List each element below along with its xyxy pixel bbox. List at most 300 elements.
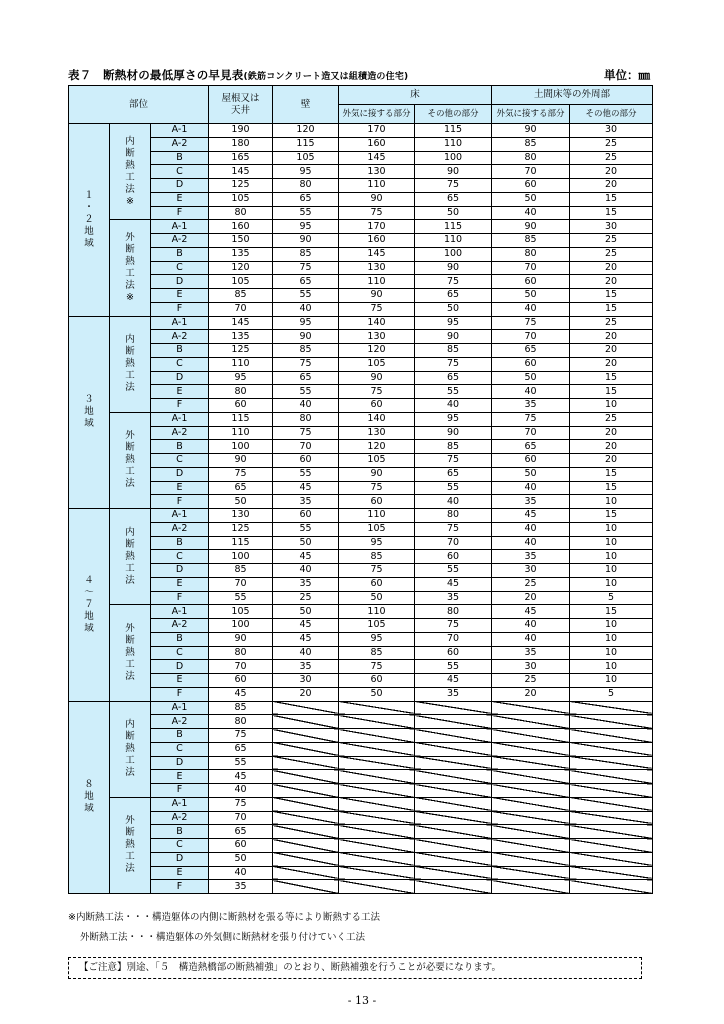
thickness-value: 75	[415, 357, 492, 371]
thickness-value: 65	[209, 825, 273, 839]
insulation-class: A-1	[151, 509, 209, 523]
note-outer-method: 外断熱工法・・・構造躯体の外気側に断熱材を張り付けていく工法	[80, 932, 366, 943]
insulation-class: A-1	[151, 797, 209, 811]
not-applicable-cell	[273, 729, 339, 743]
method-label	[110, 509, 151, 605]
method-label-char: 熱	[125, 454, 135, 466]
not-applicable-cell	[273, 770, 339, 784]
not-applicable-cell	[492, 852, 570, 866]
table-row	[69, 220, 653, 234]
thickness-value: 110	[209, 357, 273, 371]
not-applicable-cell	[570, 811, 653, 825]
thickness-value: 160	[339, 137, 415, 151]
insulation-class: B	[151, 247, 209, 261]
thickness-value: 15	[570, 289, 653, 303]
thickness-value: 20	[570, 454, 653, 468]
region-label-char: ・	[84, 201, 94, 213]
thickness-value: 140	[339, 316, 415, 330]
thickness-value: 40	[492, 619, 570, 633]
insulation-class: C	[151, 839, 209, 853]
thickness-value: 65	[415, 192, 492, 206]
region-label-char: ～	[84, 586, 94, 598]
thickness-value: 25	[273, 591, 339, 605]
thickness-value: 85	[209, 564, 273, 578]
method-label-char: 法	[125, 767, 135, 779]
thickness-value: 40	[492, 206, 570, 220]
thickness-value: 90	[339, 467, 415, 481]
insulation-class: A-2	[151, 234, 209, 248]
thickness-value: 105	[339, 357, 415, 371]
thickness-value: 80	[273, 179, 339, 193]
thickness-value: 20	[570, 344, 653, 358]
thickness-value: 15	[570, 605, 653, 619]
thickness-value: 30	[570, 220, 653, 234]
thickness-value: 25	[492, 674, 570, 688]
thickness-value: 20	[570, 165, 653, 179]
thickness-value: 80	[492, 247, 570, 261]
thickness-value: 70	[415, 536, 492, 550]
method-label	[110, 316, 151, 412]
thickness-value: 60	[492, 454, 570, 468]
not-applicable-cell	[570, 742, 653, 756]
thickness-value: 45	[415, 577, 492, 591]
table-row	[69, 509, 653, 523]
table-row	[69, 454, 653, 468]
thickness-value: 20	[492, 687, 570, 701]
method-label-char: 法	[125, 574, 135, 586]
thickness-value: 120	[209, 261, 273, 275]
thickness-value: 120	[339, 440, 415, 454]
thickness-value: 70	[273, 440, 339, 454]
region-label-char: 地	[84, 791, 94, 803]
thickness-value: 25	[570, 137, 653, 151]
thickness-value: 15	[570, 371, 653, 385]
thickness-value: 15	[570, 206, 653, 220]
table-row	[69, 357, 653, 371]
insulation-class: B	[151, 729, 209, 743]
table-row	[69, 577, 653, 591]
thickness-value: 10	[570, 674, 653, 688]
thickness-value: 50	[415, 206, 492, 220]
insulation-class: A-2	[151, 330, 209, 344]
thickness-value: 20	[492, 591, 570, 605]
method-label-char: 熱	[125, 550, 135, 562]
thickness-value: 110	[339, 509, 415, 523]
not-applicable-cell	[492, 880, 570, 894]
region-label-char: 域	[84, 418, 94, 430]
region-label-char: 地	[84, 610, 94, 622]
thickness-value: 90	[415, 261, 492, 275]
thickness-value: 120	[273, 124, 339, 138]
table-row	[69, 151, 653, 165]
table-row	[69, 426, 653, 440]
method-label-char: 法	[125, 382, 135, 394]
thickness-value: 10	[570, 660, 653, 674]
insulation-class: B	[151, 825, 209, 839]
not-applicable-cell	[415, 839, 492, 853]
thickness-value: 35	[492, 399, 570, 413]
not-applicable-cell	[570, 784, 653, 798]
thickness-value: 145	[339, 151, 415, 165]
thickness-value: 40	[273, 646, 339, 660]
method-label-char: 断	[125, 243, 135, 255]
table-row	[69, 385, 653, 399]
header-earth-other: その他の部分	[570, 105, 653, 124]
thickness-value: 85	[209, 289, 273, 303]
thickness-value: 55	[415, 481, 492, 495]
method-label-char: 工	[125, 267, 135, 279]
thickness-value: 85	[492, 137, 570, 151]
thickness-value: 15	[570, 385, 653, 399]
not-applicable-cell	[492, 784, 570, 798]
not-applicable-cell	[492, 715, 570, 729]
thickness-value: 115	[209, 536, 273, 550]
thickness-value: 25	[570, 247, 653, 261]
insulation-class: D	[151, 275, 209, 289]
thickness-value: 80	[415, 605, 492, 619]
insulation-class: D	[151, 660, 209, 674]
method-label-char: 断	[125, 634, 135, 646]
not-applicable-cell	[273, 715, 339, 729]
thickness-value: 110	[339, 179, 415, 193]
not-applicable-cell	[415, 742, 492, 756]
not-applicable-cell	[273, 839, 339, 853]
thickness-value: 35	[492, 495, 570, 509]
thickness-value: 90	[415, 330, 492, 344]
thickness-value: 105	[209, 275, 273, 289]
method-label-char: 内	[125, 719, 135, 731]
thickness-value: 20	[570, 440, 653, 454]
insulation-class: B	[151, 440, 209, 454]
thickness-value: 35	[492, 550, 570, 564]
thickness-value: 60	[273, 509, 339, 523]
thickness-value: 130	[209, 509, 273, 523]
thickness-value: 35	[273, 577, 339, 591]
not-applicable-cell	[339, 825, 415, 839]
header-roof-line1: 屋根又は	[221, 92, 260, 104]
table-row	[69, 289, 653, 303]
method-label-char: ※	[126, 291, 134, 303]
thickness-value: 45	[273, 550, 339, 564]
thickness-value: 75	[273, 426, 339, 440]
thickness-value: 80	[273, 412, 339, 426]
not-applicable-cell	[492, 756, 570, 770]
thickness-value: 110	[415, 137, 492, 151]
thickness-value: 15	[570, 509, 653, 523]
table-row	[69, 481, 653, 495]
thickness-value: 75	[415, 454, 492, 468]
region-label	[69, 509, 110, 702]
not-applicable-cell	[339, 852, 415, 866]
thickness-value: 10	[570, 550, 653, 564]
thickness-value: 40	[415, 399, 492, 413]
insulation-class: C	[151, 357, 209, 371]
thickness-value: 85	[339, 550, 415, 564]
thickness-value: 90	[273, 234, 339, 248]
thickness-value: 65	[415, 289, 492, 303]
thickness-value: 45	[273, 481, 339, 495]
thickness-value: 75	[415, 275, 492, 289]
insulation-class: F	[151, 495, 209, 509]
table-row	[69, 206, 653, 220]
thickness-value: 35	[273, 660, 339, 674]
thickness-value: 85	[209, 701, 273, 715]
thickness-value: 50	[273, 536, 339, 550]
thickness-value: 80	[209, 715, 273, 729]
insulation-class: E	[151, 866, 209, 880]
insulation-class: D	[151, 756, 209, 770]
thickness-value: 20	[570, 275, 653, 289]
insulation-class: F	[151, 784, 209, 798]
table-row	[69, 550, 653, 564]
region-label-char: ３	[84, 394, 94, 406]
method-label-char: 断	[125, 147, 135, 159]
thickness-value: 115	[209, 412, 273, 426]
insulation-class: A-1	[151, 124, 209, 138]
thickness-value: 65	[209, 742, 273, 756]
thickness-value: 45	[273, 619, 339, 633]
thickness-value: 40	[492, 536, 570, 550]
thickness-value: 100	[209, 619, 273, 633]
table-row	[69, 165, 653, 179]
thickness-value: 75	[339, 660, 415, 674]
table-row	[69, 729, 653, 743]
thickness-value: 40	[415, 495, 492, 509]
thickness-value: 110	[415, 234, 492, 248]
table-row	[69, 261, 653, 275]
caution-box: 【ご注意】別途、「５ 構造熱橋部の断熱補強」のとおり、断熱補強を行うことが必要になります。	[68, 957, 642, 979]
not-applicable-cell	[415, 715, 492, 729]
thickness-value: 75	[209, 729, 273, 743]
thickness-value: 75	[273, 261, 339, 275]
thickness-value: 20	[570, 426, 653, 440]
thickness-value: 85	[415, 440, 492, 454]
table-row	[69, 536, 653, 550]
thickness-value: 100	[209, 440, 273, 454]
method-label-char: 外	[125, 622, 135, 634]
insulation-class: A-1	[151, 220, 209, 234]
method-label-char: 熱	[125, 255, 135, 267]
thickness-value: 85	[415, 344, 492, 358]
thickness-value: 25	[570, 316, 653, 330]
thickness-value: 60	[492, 275, 570, 289]
thickness-value: 95	[273, 316, 339, 330]
table-row	[69, 192, 653, 206]
not-applicable-cell	[415, 729, 492, 743]
not-applicable-cell	[339, 715, 415, 729]
not-applicable-cell	[339, 866, 415, 880]
thickness-value: 60	[492, 357, 570, 371]
thickness-value: 55	[273, 289, 339, 303]
thickness-value: 55	[415, 564, 492, 578]
thickness-value: 75	[339, 564, 415, 578]
thickness-value: 10	[570, 522, 653, 536]
not-applicable-cell	[415, 701, 492, 715]
thickness-value: 150	[209, 234, 273, 248]
thickness-value: 70	[415, 632, 492, 646]
thickness-value: 60	[492, 179, 570, 193]
thickness-value: 160	[339, 234, 415, 248]
insulation-class: C	[151, 646, 209, 660]
insulation-class: B	[151, 632, 209, 646]
insulation-class: F	[151, 880, 209, 894]
header-floor-other: その他の部分	[415, 105, 492, 124]
table-row	[69, 591, 653, 605]
method-label-char: 工	[125, 466, 135, 478]
table-row	[69, 440, 653, 454]
thickness-value: 105	[273, 151, 339, 165]
thickness-value: 80	[492, 151, 570, 165]
note-inner-method: ※内断熱工法・・・構造躯体の内側に断熱材を張る等により断熱する工法	[68, 912, 380, 923]
not-applicable-cell	[492, 742, 570, 756]
insulation-class: F	[151, 206, 209, 220]
thickness-value: 90	[415, 426, 492, 440]
thickness-value: 20	[570, 357, 653, 371]
insulation-class: A-2	[151, 137, 209, 151]
method-label-char: 工	[125, 755, 135, 767]
not-applicable-cell	[570, 701, 653, 715]
table-row	[69, 137, 653, 151]
thickness-value: 130	[339, 261, 415, 275]
insulation-class: A-2	[151, 811, 209, 825]
thickness-value: 105	[339, 619, 415, 633]
thickness-value: 30	[492, 564, 570, 578]
thickness-value: 70	[209, 660, 273, 674]
thickness-value: 75	[339, 302, 415, 316]
thickness-value: 40	[273, 564, 339, 578]
method-label-char: ※	[126, 195, 134, 207]
method-label-char: 工	[125, 370, 135, 382]
thickness-value: 45	[415, 674, 492, 688]
not-applicable-cell	[339, 784, 415, 798]
table-row	[69, 825, 653, 839]
header-roof	[209, 86, 273, 124]
thickness-value: 90	[339, 192, 415, 206]
thickness-value: 95	[273, 165, 339, 179]
thickness-value: 75	[492, 316, 570, 330]
insulation-class: D	[151, 179, 209, 193]
thickness-value: 60	[415, 550, 492, 564]
insulation-class: A-2	[151, 522, 209, 536]
region-label-char: １	[84, 189, 94, 201]
thickness-value: 65	[273, 275, 339, 289]
thickness-value: 55	[415, 385, 492, 399]
table-title	[68, 67, 408, 83]
insulation-class: E	[151, 577, 209, 591]
insulation-class: C	[151, 165, 209, 179]
thickness-value: 90	[492, 124, 570, 138]
thickness-value: 55	[273, 206, 339, 220]
thickness-value: 35	[415, 687, 492, 701]
table-row	[69, 302, 653, 316]
region-label-char: 地	[84, 406, 94, 418]
thickness-value: 75	[339, 385, 415, 399]
thickness-value: 110	[339, 605, 415, 619]
not-applicable-cell	[339, 701, 415, 715]
method-label-char: 熱	[125, 159, 135, 171]
table-row	[69, 275, 653, 289]
thickness-value: 110	[209, 426, 273, 440]
thickness-value: 70	[492, 330, 570, 344]
thickness-value: 50	[492, 289, 570, 303]
thickness-value: 65	[415, 467, 492, 481]
thickness-value: 80	[209, 385, 273, 399]
region-label-char: 域	[84, 237, 94, 249]
thickness-value: 90	[415, 165, 492, 179]
header-part: 部位	[69, 86, 209, 124]
thickness-value: 60	[339, 399, 415, 413]
thickness-value: 40	[273, 399, 339, 413]
thickness-value: 60	[209, 839, 273, 853]
thickness-value: 65	[415, 371, 492, 385]
insulation-class: E	[151, 481, 209, 495]
table-row	[69, 715, 653, 729]
table-title-main: 表７ 断熱材の最低厚さの早見表	[68, 68, 244, 82]
thickness-value: 100	[415, 247, 492, 261]
thickness-value: 40	[492, 522, 570, 536]
thickness-value: 55	[209, 756, 273, 770]
thickness-value: 15	[570, 302, 653, 316]
table-header	[69, 86, 653, 124]
thickness-value: 125	[209, 179, 273, 193]
method-label-char: 法	[125, 183, 135, 195]
not-applicable-cell	[492, 770, 570, 784]
thickness-value: 105	[209, 605, 273, 619]
method-label-char: 法	[125, 478, 135, 490]
table-row	[69, 839, 653, 853]
table-row	[69, 605, 653, 619]
not-applicable-cell	[273, 866, 339, 880]
method-label-char: 外	[125, 231, 135, 243]
not-applicable-cell	[273, 825, 339, 839]
method-label-char: 断	[125, 731, 135, 743]
method-label-char: 断	[125, 442, 135, 454]
thickness-value: 90	[273, 330, 339, 344]
not-applicable-cell	[339, 839, 415, 853]
thickness-value: 55	[273, 467, 339, 481]
thickness-value: 135	[209, 247, 273, 261]
method-label-char: 法	[125, 670, 135, 682]
table-body	[69, 124, 653, 894]
not-applicable-cell	[415, 852, 492, 866]
table-row	[69, 701, 653, 715]
thickness-value: 45	[492, 605, 570, 619]
thickness-value: 25	[570, 151, 653, 165]
not-applicable-cell	[415, 811, 492, 825]
table-row	[69, 756, 653, 770]
thickness-value: 90	[492, 220, 570, 234]
thickness-value: 50	[209, 495, 273, 509]
region-label	[69, 701, 110, 894]
thickness-value: 120	[339, 344, 415, 358]
thickness-value: 50	[492, 467, 570, 481]
thickness-value: 75	[339, 206, 415, 220]
header-roof-line2: 天井	[230, 104, 250, 116]
thickness-value: 45	[209, 687, 273, 701]
region-label-char: ２	[84, 213, 94, 225]
insulation-class: C	[151, 742, 209, 756]
thickness-value: 75	[415, 522, 492, 536]
region-label-char: 地	[84, 225, 94, 237]
thickness-value: 65	[492, 440, 570, 454]
insulation-thickness-table	[68, 85, 653, 894]
thickness-value: 85	[273, 344, 339, 358]
insulation-class: E	[151, 385, 209, 399]
table-row	[69, 632, 653, 646]
thickness-value: 25	[570, 412, 653, 426]
thickness-value: 165	[209, 151, 273, 165]
region-label	[69, 316, 110, 509]
